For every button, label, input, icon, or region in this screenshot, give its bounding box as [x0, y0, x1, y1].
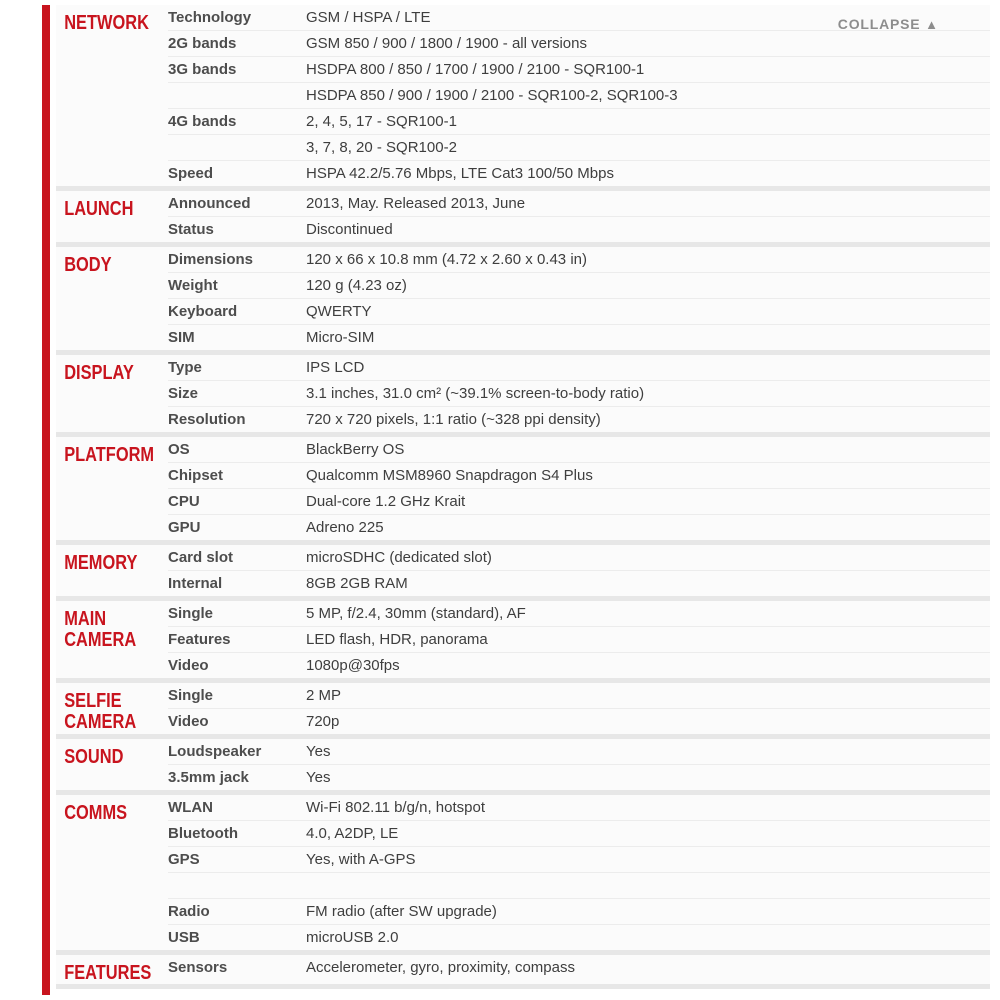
spec-label: Single — [168, 605, 214, 622]
spec-value: LED flash, HDR, panorama — [306, 631, 488, 648]
spec-value: microUSB 2.0 — [306, 929, 399, 946]
spec-row — [168, 846, 990, 872]
spec-value: BlackBerry OS — [306, 441, 405, 458]
spec-label: Weight — [168, 277, 218, 294]
spec-value: GSM 850 / 900 / 1800 / 1900 - all versions — [306, 35, 587, 52]
spec-label: Video — [168, 657, 209, 674]
spec-row — [168, 191, 990, 216]
spec-value: microSDHC (dedicated slot) — [306, 549, 492, 566]
spec-label: Single — [168, 687, 214, 704]
spec-value: 4.0, A2DP, LE — [306, 825, 399, 842]
spec-label: 3.5mm jack — [168, 769, 249, 786]
spec-label: Status — [168, 221, 214, 238]
spec-label: Video — [168, 713, 209, 730]
spec-row — [168, 570, 990, 596]
spec-section — [56, 734, 990, 790]
spec-row — [168, 437, 990, 462]
specs-table — [56, 5, 990, 989]
spec-value: 1080p@30fps — [306, 657, 400, 674]
spec-row — [168, 108, 990, 134]
spec-label: GPU — [168, 519, 201, 536]
section-title[interactable]: SELFIE CAMERA — [64, 690, 137, 733]
spec-label: Dimensions — [168, 251, 254, 268]
spec-row — [168, 462, 990, 488]
section-title[interactable]: PLATFORM — [64, 444, 155, 466]
spec-value: 2 MP — [306, 687, 342, 704]
spec-value: Yes, with A-GPS — [306, 851, 416, 868]
section-rows — [168, 545, 990, 596]
spec-section — [56, 432, 990, 540]
section-title[interactable]: COMMS — [64, 802, 128, 824]
spec-value: HSDPA 800 / 850 / 1700 / 1900 / 2100 - SQR100-1 — [306, 61, 645, 78]
spec-label: GPS — [168, 851, 200, 868]
section-rows — [168, 355, 990, 432]
spec-label: Internal — [168, 575, 223, 592]
spec-section — [56, 540, 990, 596]
spec-value: 2013, May. Released 2013, June — [306, 195, 526, 212]
spec-label: Announced — [168, 195, 251, 212]
section-rows — [168, 739, 990, 790]
spec-value: FM radio (after SW upgrade) — [306, 903, 497, 920]
spec-value: 720 x 720 pixels, 1:1 ratio (~328 ppi density) — [306, 411, 601, 428]
section-title[interactable]: NETWORK — [64, 12, 149, 34]
spec-row — [168, 601, 990, 626]
spec-label: 3G bands — [168, 61, 237, 78]
spec-row — [168, 545, 990, 570]
spec-label: Chipset — [168, 467, 224, 484]
spec-row — [168, 56, 990, 82]
spec-section — [56, 350, 990, 432]
spec-value: 120 g (4.23 oz) — [306, 277, 407, 294]
spec-row — [168, 82, 990, 108]
spec-row — [168, 272, 990, 298]
spec-label: OS — [168, 441, 190, 458]
spec-label: Technology — [168, 9, 252, 26]
spec-value: Yes — [306, 769, 331, 786]
spec-label: Sensors — [168, 959, 228, 976]
spec-value: 720p — [306, 713, 340, 730]
spec-row — [168, 216, 990, 242]
collapse-up-icon: ▲ — [925, 17, 938, 32]
section-rows — [168, 955, 990, 984]
spec-value: HSPA 42.2/5.76 Mbps, LTE Cat3 100/50 Mbps — [306, 165, 614, 182]
spec-row — [168, 924, 990, 950]
section-rows — [168, 5, 990, 186]
spec-row — [168, 708, 990, 734]
spec-row — [168, 160, 990, 186]
spec-label: Card slot — [168, 549, 234, 566]
spec-value: Micro-SIM — [306, 329, 375, 346]
section-accent-bar — [42, 5, 50, 995]
spec-value: QWERTY — [306, 303, 372, 320]
spec-label: USB — [168, 929, 200, 946]
spec-label: Speed — [168, 165, 214, 182]
spec-label: Loudspeaker — [168, 743, 262, 760]
spec-label: Size — [168, 385, 199, 402]
section-title[interactable]: DISPLAY — [64, 362, 134, 384]
spec-section — [56, 242, 990, 350]
spec-row — [168, 683, 990, 708]
spec-value: Qualcomm MSM8960 Snapdragon S4 Plus — [306, 467, 593, 484]
collapse-button[interactable] — [838, 16, 938, 32]
spec-row — [168, 898, 990, 924]
spec-section — [56, 678, 990, 734]
spec-label: 2G bands — [168, 35, 237, 52]
spec-row — [168, 134, 990, 160]
spec-row — [168, 380, 990, 406]
spec-label: Bluetooth — [168, 825, 238, 842]
spec-value: 3.1 inches, 31.0 cm² (~39.1% screen-to-body ratio) — [306, 385, 645, 402]
spec-row — [168, 652, 990, 678]
spec-value: Dual-core 1.2 GHz Krait — [306, 493, 466, 510]
section-rows — [168, 795, 990, 950]
spec-label: 4G bands — [168, 113, 237, 130]
spec-section — [56, 596, 990, 678]
spec-value: Wi-Fi 802.11 b/g/n, hotspot — [306, 799, 485, 816]
section-title[interactable]: FEATURES — [64, 962, 152, 984]
spec-label: Keyboard — [168, 303, 238, 320]
spec-value: Adreno 225 — [306, 519, 384, 536]
section-rows — [168, 191, 990, 242]
spec-value: Accelerometer, gyro, proximity, compass — [306, 959, 575, 976]
spec-row — [168, 764, 990, 790]
section-title[interactable]: LAUNCH — [64, 198, 134, 220]
spec-row — [168, 739, 990, 764]
spec-row — [168, 514, 990, 540]
spec-label: SIM — [168, 329, 195, 346]
section-rows — [168, 437, 990, 540]
spec-label: Radio — [168, 903, 210, 920]
section-title[interactable]: SOUND — [64, 746, 124, 768]
spec-row — [168, 955, 990, 980]
spec-value: 2, 4, 5, 17 - SQR100-1 — [306, 113, 457, 130]
spec-row — [168, 406, 990, 432]
spec-label: CPU — [168, 493, 200, 510]
spec-row — [168, 30, 990, 56]
section-rows — [168, 683, 990, 734]
spec-row — [168, 820, 990, 846]
spec-section — [56, 186, 990, 242]
spec-label: Type — [168, 359, 202, 376]
spec-value: 3, 7, 8, 20 - SQR100-2 — [306, 139, 457, 156]
section-title[interactable]: MAIN CAMERA — [64, 608, 137, 651]
spec-value: Discontinued — [306, 221, 393, 238]
collapse-label: COLLAPSE — [837, 16, 921, 32]
spec-value: Yes — [306, 743, 331, 760]
spec-label: WLAN — [168, 799, 213, 816]
spec-value: GSM / HSPA / LTE — [306, 9, 431, 26]
spec-section — [56, 790, 990, 950]
spec-row — [168, 298, 990, 324]
spec-value: IPS LCD — [306, 359, 365, 376]
spec-row — [168, 324, 990, 350]
spec-row — [168, 872, 990, 898]
section-rows — [168, 247, 990, 350]
spec-label: Features — [168, 631, 231, 648]
spec-row — [168, 355, 990, 380]
spec-row — [168, 795, 990, 820]
spec-value: 8GB 2GB RAM — [306, 575, 408, 592]
spec-section — [56, 5, 990, 186]
spec-value: 5 MP, f/2.4, 30mm (standard), AF — [306, 605, 526, 622]
spec-value: HSDPA 850 / 900 / 1900 / 2100 - SQR100-2, SQR100-3 — [306, 87, 678, 104]
section-title[interactable]: BODY — [64, 254, 112, 276]
section-rows — [168, 601, 990, 678]
spec-row — [168, 626, 990, 652]
spec-row — [168, 488, 990, 514]
section-title[interactable]: MEMORY — [64, 552, 138, 574]
spec-value: 120 x 66 x 10.8 mm (4.72 x 2.60 x 0.43 in) — [306, 251, 587, 268]
spec-row — [168, 247, 990, 272]
spec-label: Resolution — [168, 411, 246, 428]
spec-section — [56, 950, 990, 984]
